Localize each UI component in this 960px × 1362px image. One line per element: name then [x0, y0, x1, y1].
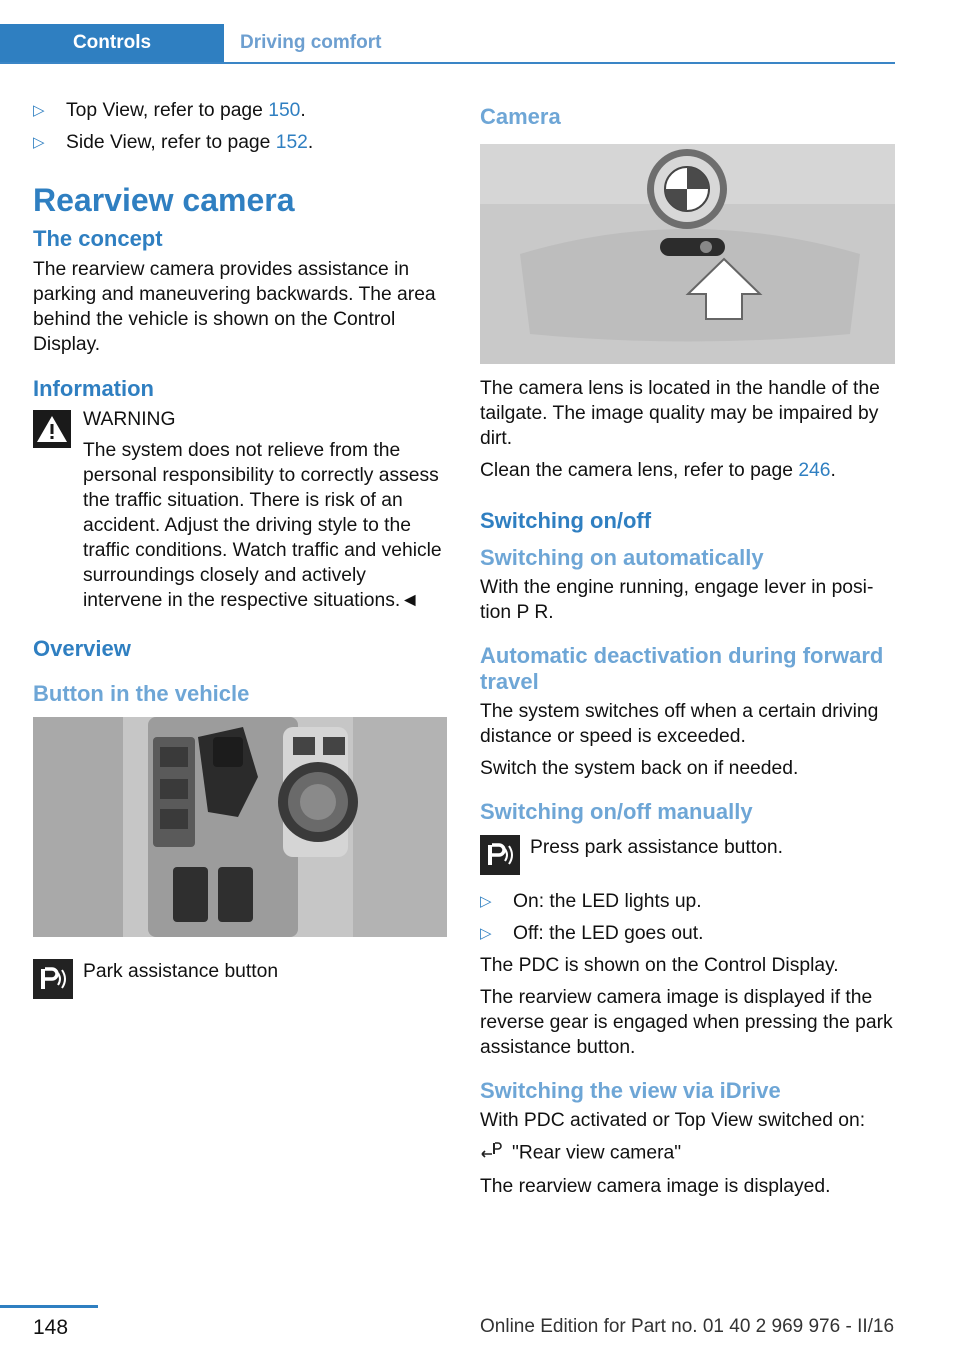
list-item: ▷ Off: the LED goes out. [480, 923, 704, 944]
camera-heading: Camera [480, 104, 561, 129]
auto-off-text: The system switches off when a certain driving distance or speed is exceeded. [480, 701, 879, 747]
warning-label: WARNING [83, 409, 176, 430]
page-header [0, 24, 895, 64]
reference-list [33, 98, 447, 155]
section-tab: Controls [0, 24, 224, 62]
page-link-150[interactable]: 150 [268, 100, 301, 121]
information-heading: Information [33, 376, 154, 401]
page-title: Rearview camera [33, 182, 295, 218]
footer-rule [0, 1305, 98, 1308]
auto-on-text: With the engine running, engage lever in position P R. [480, 577, 874, 623]
concept-heading: The concept [33, 226, 163, 251]
manual-heading: Switching on/off manually [480, 799, 753, 824]
auto-off-text-2: Switch the system back on if needed. [480, 758, 799, 779]
warning-triangle-icon [33, 410, 71, 448]
idrive-text: With PDC activated or Top View switched on: [480, 1110, 866, 1131]
pdc-text: The PDC is shown on the Control Display. [480, 955, 839, 976]
list-item: ▷ On: the LED lights up. [480, 891, 702, 912]
bullet-triangle-icon: ▷ [480, 925, 492, 942]
warning-block [33, 407, 447, 613]
concept-text: The rearview camera provides assistance in parking and maneuvering backwards. The area behind the vehicle is shown on the Control Display. [33, 259, 436, 355]
edition-text: Online Edition for Part no. 01 40 2 969 976 - II/16 [480, 1316, 895, 1337]
park-assist-caption-text: Park assistance button [83, 961, 279, 982]
menu-item-rear-view-camera: "Rear view camera" [512, 1142, 682, 1164]
clean-text: Clean the camera lens, refer to page 246. [480, 460, 836, 481]
bullet-triangle-icon: ▷ [480, 893, 492, 910]
list-item: ▷ Top View, refer to page 150. [33, 100, 306, 121]
menu-item-line [480, 1140, 895, 1167]
overview-heading: Overview [33, 636, 131, 661]
park-assist-icon [480, 835, 520, 875]
manual-text: Press park assistance button. [530, 837, 783, 858]
park-assist-caption [33, 959, 447, 999]
final-text: The rearview camera image is displayed. [480, 1176, 831, 1197]
park-assist-icon [33, 959, 73, 999]
console-photo [33, 717, 447, 937]
bullet-triangle-icon: ▷ [33, 134, 45, 151]
page-number: 148 [33, 1316, 69, 1339]
list-item: ▷ Side View, refer to page 152. [33, 132, 314, 153]
rear-camera-icon [480, 1140, 506, 1167]
warning-text: The system does not relieve from the personal responsibility to correctly assess the traffic situation. There is risk of an accident. Adjust the driving style to the traffic conditions. Watch traffic and vehicle surroundings closely and actively intervene in the respective situations.◄ [83, 440, 442, 611]
manual-instruction [480, 835, 895, 875]
button-heading: Button in the vehicle [33, 681, 250, 706]
auto-on-heading: Switching on automatically [480, 545, 764, 570]
subsection-tab: Driving comfort [240, 32, 382, 53]
page-link-246[interactable]: 246 [798, 460, 831, 481]
auto-off-heading: Automatic deactivation during forward travel [480, 643, 884, 694]
switching-heading: Switching on/off [480, 508, 652, 533]
right-column [480, 98, 895, 1206]
bullet-triangle-icon: ▷ [33, 102, 45, 119]
led-list [480, 889, 895, 946]
page-link-152[interactable]: 152 [275, 132, 308, 153]
idrive-heading: Switching the view via iDrive [480, 1078, 781, 1103]
tailgate-photo [480, 144, 895, 364]
left-column [33, 98, 447, 1017]
camera-text: The camera lens is located in the handle of the tailgate. The image quality may be impaired by dirt. [480, 378, 880, 449]
rear-camera-text: The rearview camera image is displayed if the reverse gear is engaged when pressing the park assistance button. [480, 987, 893, 1058]
